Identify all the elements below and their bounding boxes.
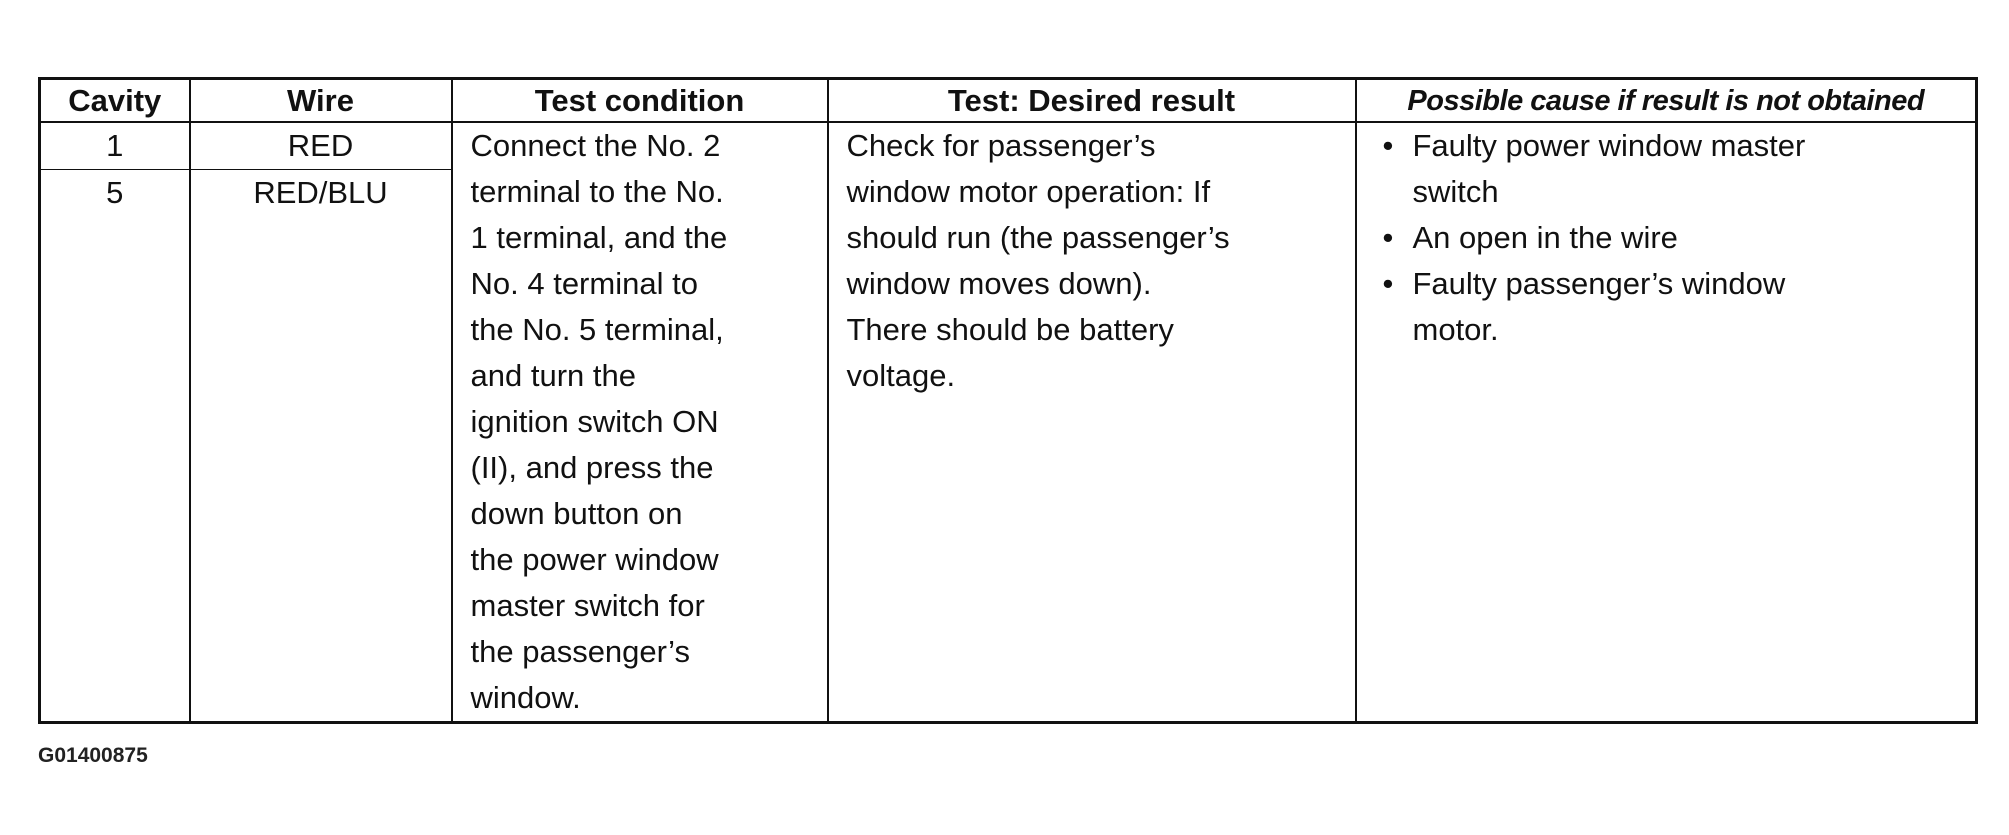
header-test-condition: Test condition	[452, 79, 828, 123]
possible-cause-line: switch	[1412, 174, 1499, 209]
desired-result-line: should run (the passenger’s	[846, 220, 1230, 255]
header-desired-result: Test: Desired result	[828, 79, 1356, 123]
test-condition-line: the No. 5 terminal,	[470, 312, 724, 347]
possible-cause-item	[1381, 123, 1976, 215]
figure-code: G01400875	[38, 744, 148, 767]
header-possible-cause: Possible cause if result is not obtained	[1356, 79, 1977, 123]
test-condition-line: ignition switch ON	[470, 404, 719, 439]
diagnostic-test-table	[38, 77, 1978, 724]
desired-result-line: window moves down).	[846, 266, 1152, 301]
test-condition-line: window.	[470, 680, 581, 715]
wire-value: RED/BLU	[253, 175, 388, 210]
cavity-value: 1	[41, 123, 189, 170]
desired-result-line: voltage.	[846, 358, 956, 393]
test-condition-line: the power window	[470, 542, 719, 577]
test-condition-line: master switch for	[470, 588, 705, 623]
desired-result-line: Check for passenger’s	[846, 128, 1156, 163]
test-condition-line: down button on	[470, 496, 683, 531]
test-condition-line: terminal to the No.	[470, 174, 724, 209]
possible-cause-cell	[1356, 122, 1977, 723]
cavity-value: 5	[106, 175, 124, 210]
test-condition-line: (II), and press the	[470, 450, 714, 485]
table-header-row	[40, 79, 1977, 123]
test-condition-line: No. 4 terminal to	[470, 266, 698, 301]
test-condition-line: and turn the	[470, 358, 636, 393]
header-wire: Wire	[190, 79, 452, 123]
test-condition-line: Connect the No. 2	[470, 128, 721, 163]
table-row	[40, 122, 1977, 723]
possible-cause-item	[1381, 261, 1976, 353]
wire-value: RED	[191, 123, 451, 170]
possible-cause-line: An open in the wire	[1412, 220, 1678, 255]
test-condition-cell	[452, 122, 828, 723]
desired-result-cell	[828, 122, 1356, 723]
desired-result-line: There should be battery	[846, 312, 1174, 347]
cavity-cell	[40, 122, 190, 723]
desired-result-line: window motor operation: If	[846, 174, 1211, 209]
bullet-icon: •	[1382, 266, 1394, 301]
possible-cause-line: Faulty passenger’s window	[1412, 266, 1786, 301]
bullet-icon: •	[1382, 220, 1394, 255]
possible-cause-item	[1381, 215, 1976, 261]
wire-cell	[190, 122, 452, 723]
test-condition-line: 1 terminal, and the	[470, 220, 728, 255]
header-cavity: Cavity	[40, 79, 190, 123]
test-condition-line: the passenger’s	[470, 634, 690, 669]
possible-cause-line: Faulty power window master	[1412, 128, 1806, 163]
bullet-icon: •	[1382, 128, 1394, 163]
possible-cause-list	[1357, 123, 1976, 353]
possible-cause-line: motor.	[1412, 312, 1499, 347]
